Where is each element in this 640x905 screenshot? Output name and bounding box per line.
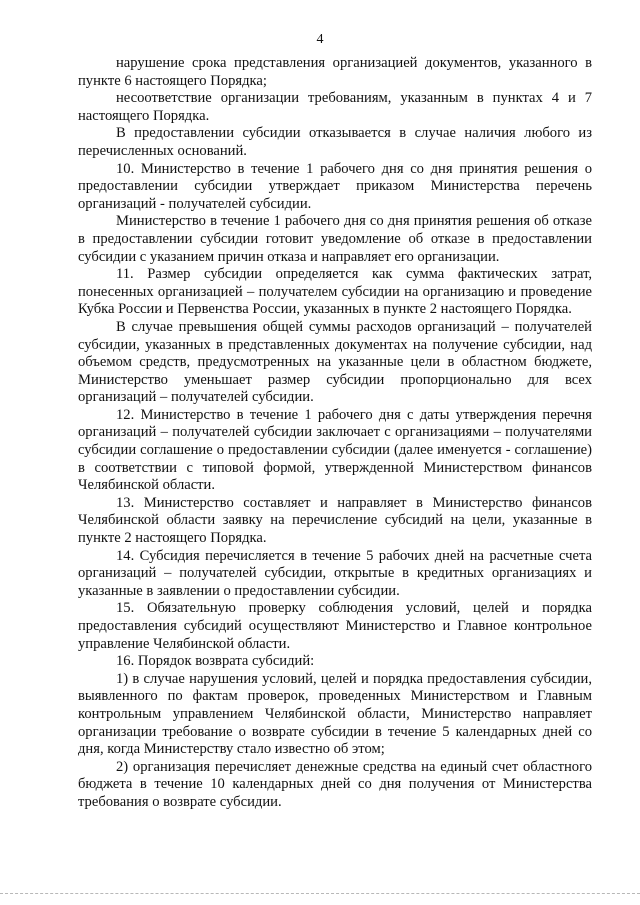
paragraph-refusal-grounds: В предоставлении субсидии отказывается в случае наличия любого из перечисленных оснований. xyxy=(78,125,592,159)
paragraph-10-recipient-list: 10. Министерство в течение 1 рабочего дня со дня принятия решения о предоставлении субсидии утверждает приказом Министерства перечень организаций - получателей субсидии. xyxy=(78,160,592,212)
paragraph-16-2-refund: 2) организация перечисляет денежные средства на единый счет областного бюджета в течение 10 календарных дней со дня получения от Министерства требования о возврате субсидии. xyxy=(78,758,592,810)
page-bottom-rule xyxy=(0,893,640,894)
paragraph-refusal-notice: Министерство в течение 1 рабочего дня со дня принятия решения об отказе в предоставлении субсидии готовит уведомление об отказе в предоставлении субсидии с указанием причин отказа и направляет его организации. xyxy=(78,213,592,265)
paragraph-12-agreement: 12. Министерство в течение 1 рабочего дня с даты утверждения перечня организаций – получателей субсидии заключает с организациями – получателями субсидии соглашение о предоставлении субсидии (далее именуется - соглашение) в соответствии с типовой формой, утвержденной Министерством финансов Челябинской области. xyxy=(78,406,592,494)
paragraph-13-transfer-request: 13. Министерство составляет и направляет в Министерство финансов Челябинской области заявку на перечисление субсидий на цели, указанные в пункте 2 настоящего Порядка. xyxy=(78,494,592,547)
paragraph-16-1-violation: 1) в случае нарушения условий, целей и порядка предоставления субсидии, выявленного по фактам проверок, проведенных Министерством и Главным контрольным управлением Челябинской области, Министерство направляет организации требование о возврате субсидии в течение 5 календарных дней со дня, когда Министерству стало известно об этом; xyxy=(78,670,592,758)
paragraph-16-return-procedure: 16. Порядок возврата субсидий: xyxy=(116,653,315,670)
paragraph-expense-excess: В случае превышения общей суммы расходов организаций – получателей субсидии, указанных в представленных документах на получение субсидии, над объемом средств, предусмотренных на указанные цели в областном бюджете, Министерство уменьшает размер субсидии пропорционально для всех организаций – получателей субсидии. xyxy=(78,318,592,406)
page-number: 4 xyxy=(316,32,324,47)
paragraph-deadline-violation: нарушение срока представления организацией документов, указанного в пункте 6 настоящего Порядка; xyxy=(78,55,592,89)
paragraph-15-compliance-check: 15. Обязательную проверку соблюдения условий, целей и порядка предоставления субсидий осуществляют Министерство и Главное контрольное управление Челябинской области. xyxy=(78,600,592,652)
paragraph-14-transfer: 14. Субсидия перечисляется в течение 5 рабочих дней на расчетные счета организаций – получателей субсидии, открытые в кредитных организациях и указанные в заявлении о предоставлении субсидии. xyxy=(78,547,592,599)
paragraph-11-subsidy-size: 11. Размер субсидии определяется как сумма фактических затрат, понесенных организацией – получателем субсидии на организацию и проведение Кубка России и Первенства России, указанных в пункте 2 настоящего Порядка. xyxy=(78,266,592,318)
document-body xyxy=(78,55,592,812)
paragraph-requirements-mismatch: несоответствие организации требованиям, указанным в пунктах 4 и 7 настоящего Порядка. xyxy=(78,90,592,124)
